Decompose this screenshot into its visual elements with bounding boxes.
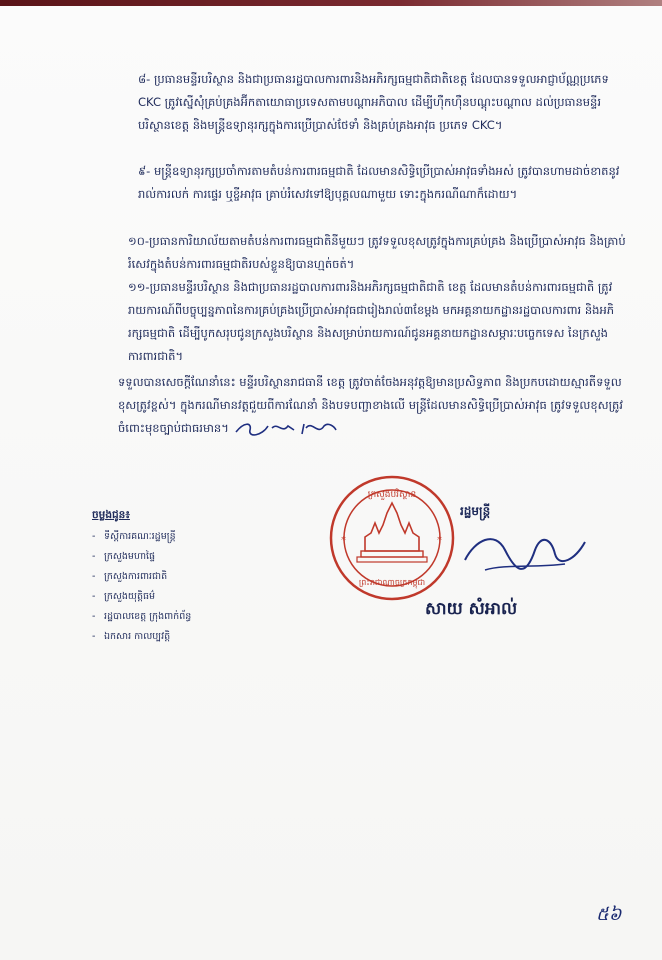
recipient-item: - ក្រសួងយុត្តិធម៌ — [92, 587, 191, 607]
copy-recipients — [92, 505, 191, 647]
recipient-item: - រដ្ឋបាលខេត្ត ក្រុងពាក់ព័ន្ធ — [92, 607, 191, 627]
instruction-list — [128, 68, 628, 368]
instruction-text — [128, 230, 628, 276]
instruction-item-11 — [128, 276, 628, 368]
item-number: ១១- — [128, 280, 150, 294]
signatory-title: រដ្ឋមន្ត្រី — [460, 504, 491, 518]
instruction-text — [128, 276, 628, 368]
recipients-list — [92, 527, 191, 647]
handwritten-signature — [455, 520, 595, 590]
initials-scribble — [232, 418, 342, 440]
closing-paragraph — [118, 371, 630, 440]
item-number: ៩- — [138, 164, 151, 178]
recipients-heading: ចម្លងជូន៖ — [92, 509, 130, 521]
recipient-item: - ក្រសួងមហាផ្ទៃ — [92, 547, 191, 567]
ministry-seal-stamp — [327, 473, 457, 603]
recipient-item: - ទីស្តីការគណៈរដ្ឋមន្ត្រី — [92, 527, 191, 547]
svg-text:*: * — [341, 535, 346, 546]
instruction-item-8 — [138, 68, 628, 160]
instruction-item-10 — [128, 230, 628, 276]
svg-text:ក្រសួងបរិស្ថាន: ក្រសួងបរិស្ថាន — [367, 490, 417, 500]
svg-text:ព្រះរាជាណាចក្រកម្ពុជា: ព្រះរាជាណាចក្រកម្ពុជា — [358, 578, 426, 587]
signatory-name: សាយ សំអាល់ — [425, 599, 518, 619]
recipient-item: - ឯកសារ កាលប្បវត្តិ — [92, 627, 191, 647]
svg-text:*: * — [437, 535, 442, 546]
item-body: ប្រធានការិយាល័យតាមតំបន់ការពារធម្មជាតិនីមួយៗ ត្រូវទទួលខុសត្រូវក្នុងការគ្រប់គ្រង និងប្រើប្រាស់អាវុធ និងគ្រាប់រំសេវក្នុងតំបន់ការពារធម្មជាតិរបស់ខ្លួនឱ្យបានហ្មត់ចត់។ — [128, 234, 626, 271]
item-number: ១០- — [128, 234, 149, 248]
page-number: ៥៦ — [596, 904, 622, 925]
item-body: ប្រធានមន្ទីរបរិស្ថាន និងជាប្រធានរដ្ឋបាលការពារនិងអភិរក្សធម្មជាតិជាតិខេត្ត ដែលបានទទួលអាជ្ញាប័ណ្ណប្រភេទ CKC ត្រូវស្នើសុំគ្រប់គ្រងអ៊ីកតាយោធាប្រទេសតាមបណ្តាអភិបាល ដើម្បីហ៊ឺកហ៊ឺនបណ្តុះបណ្តាល ដល់ប្រធានមន្ទីរបរិស្ថានខេត្ត និងមន្ត្រីឧទ្យានុរក្សក្នុងការប្រើប្រាស់ថែទាំ និងគ្រប់គ្រងអាវុធ ប្រភេទ CKC។ — [138, 72, 609, 132]
top-edge-band — [0, 0, 662, 6]
closing-paragraph-text: ទទួលបានសេចក្តីណែនាំនេះ មន្ទីរបរិស្ថានរាជធានី ខេត្ត ត្រូវចាត់ចែងអនុវត្តឱ្យមានប្រសិទ្ធភាព និងប្រកបដោយស្មារតីទទួលខុសត្រូវខ្ពស់។ ក្នុងករណីមានវត្តជួយពីការណែនាំ និងបទបញ្ជាខាងលើ មន្ត្រីដែលមានសិទ្ធិប្រើប្រាស់អាវុធ ត្រូវទទួលខុសត្រូវចំពោះមុខច្បាប់ជាធរមាន។ — [118, 375, 623, 435]
instruction-text — [138, 160, 628, 206]
item-number: ៨- — [138, 72, 151, 86]
recipient-item: - ក្រសួងការពារជាតិ — [92, 567, 191, 587]
instruction-item-9 — [138, 160, 628, 230]
item-body: ប្រធានមន្ទីរបរិស្ថាន និងជាប្រធានរដ្ឋបាលការពារនិងអភិរក្សធម្មជាតិជាតិ ខេត្ត ដែលមានតំបន់ការពារធម្មជាតិ ត្រូវរាយការណ៍ពីបច្ចុប្បន្នភាពនៃការគ្រប់គ្រងប្រើប្រាស់អាវុធជារៀងរាល់៣ខែម្តង មកអគ្គនាយកដ្ឋានរដ្ឋបាលការពារ និងអភិរក្សធម្មជាតិ ដើម្បីបូកសរុបជូនក្រសួងបរិស្ថាន និងសម្រាប់រាយការណ៍ជូនអគ្គនាយកដ្ឋានសម្ភារៈបច្ចេកទេស នៃក្រសួងការពារជាតិ។ — [128, 280, 615, 363]
item-body: មន្ត្រីឧទ្យានុរក្សប្រចាំការតាមតំបន់ការពារធម្មជាតិ ដែលមានសិទ្ធិប្រើប្រាស់អាវុធទាំងអស់ ត្រូវបានហាមដាច់ខាតនូវរាល់ការលក់ ការផ្ទេរ ឬខ្ចីអាវុធ គ្រាប់រំសេវទៅឱ្យបុគ្គលណាមួយ ទោះក្នុងករណីណាក៏ដោយ។ — [138, 164, 620, 201]
instruction-text — [138, 68, 628, 137]
